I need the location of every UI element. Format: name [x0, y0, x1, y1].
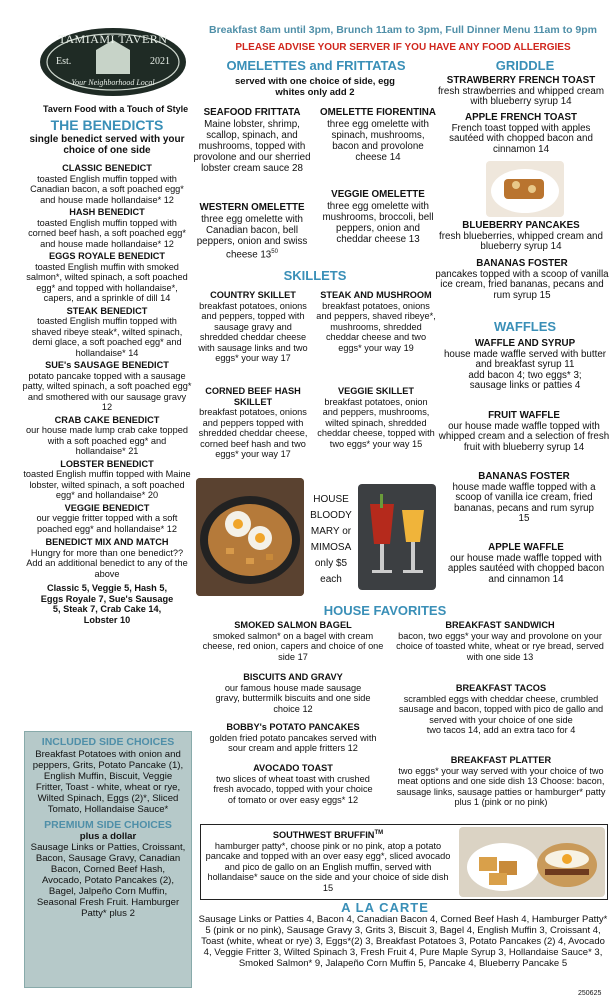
- skillet-item: VEGGIE SKILLET breakfast potatoes, onion and peppers, mushrooms, wilted spinach, shredded cheddar cheese, topped with two eggs* your way 15: [317, 386, 435, 449]
- logo-tagline: Your Neighborhood Local: [71, 78, 155, 87]
- logo: [38, 26, 188, 98]
- bruffin-desc: hamburger patty*, choose pink or no pink, atop a potato pancake and topped with an over easy egg*, sliced avocado and pico de gallo on an English muffin, served with hollandaise* sauce on the side and your choice of side dish 15: [205, 840, 451, 893]
- favorite-item: BREAKFAST TACOS scrambled eggs with cheddar cheese, crumbled sausage and bacon, topped with pico de gallo and served with your choice of one side two tacos 14, add an extra taco for 4: [398, 683, 604, 735]
- skillet-photo: [196, 478, 304, 596]
- favorite-item: SMOKED SALMON BAGEL smoked salmon* on a bagel with cream cheese, red onion, capers and choice of one side 17: [202, 620, 384, 662]
- favorite-item: BISCUITS AND GRAVY our famous house made sausage gravy, buttermilk biscuits and one side choice 12: [215, 672, 371, 714]
- griddle-item: BANANAS FOSTER pancakes topped with a scoop of vanilla ice cream, fried bananas, pecans and rum syrup 15: [435, 258, 609, 301]
- waffle-item: APPLE WAFFLE our house made waffle topped with apples sautéed with chopped bacon and cinnamon 14: [447, 542, 605, 585]
- skillet-item: CORNED BEEF HASH SKILLET breakfast potatoes, onions and peppers topped with shredded cheddar cheese, corned beef hash and two eggs* your way 17: [198, 386, 308, 459]
- southwest-bruffin-box: [200, 824, 608, 900]
- omelette-item: SEAFOOD FRITTATA Maine lobster, shrimp, scallop, spinach, and mushrooms, topped with provolone and our sherried lobster cream sauce 28: [193, 107, 311, 174]
- benedict-item: CLASSIC BENEDICT toasted English muffin topped with Canadian bacon, a soft poached egg* and house made hollandaise* 12: [30, 163, 184, 205]
- logo-est: Est.: [56, 56, 72, 67]
- french-toast-photo: [486, 161, 564, 217]
- omelette-item: VEGGIE OMELETTE three egg omelette with mushrooms, broccoli, bell peppers, onion and cheddar cheese 13: [322, 189, 434, 245]
- waffle-item: WAFFLE AND SYRUP house made waffle served with butter and breakfast syrup 11 add bacon 4; two eggs* 3; sausage links or patties 4: [443, 338, 607, 391]
- bruffin-photo: [459, 827, 605, 897]
- benedict-item: STEAK BENEDICT toasted English muffin topped with shaved ribeye steak*, wilted spinach, demi glace, a soft poached egg* and hollandaise* 14: [31, 305, 183, 358]
- omelettes-title: OMELETTES and FRITTATAS: [226, 58, 406, 73]
- skillet-item: STEAK AND MUSHROOM breakfast potatoes, onions and peppers, shaved ribeye*, mushrooms, shredded cheddar cheese and two eggs* your way 19: [316, 290, 436, 353]
- included-sides-title: INCLUDED SIDE CHOICES: [41, 736, 175, 748]
- omelette-item: WESTERN OMELETTE three egg omelette with Canadian bacon, bell peppers, onion and swiss cheese $13^{50}$: [196, 202, 308, 260]
- bruffin-text: [203, 828, 453, 893]
- bruffin-name: SOUTHWEST BRUFFIN: [272, 830, 375, 841]
- hours-banner: Breakfast 8am until 3pm, Brunch 11am to 3pm, Full Dinner Menu 11am to 9pm: [208, 24, 597, 36]
- favorite-item: BREAKFAST PLATTER two eggs* your way served with your choice of two meat options and one side dish 13 Choose: bacon, sausage links, sausage patties or hamburger* patty plus 1 (pink or no pink): [396, 755, 606, 807]
- side-choices-box: [24, 731, 192, 988]
- benedict-item: HASH BENEDICT toasted English muffin topped with corned beef hash, a soft poached egg* and house made hollandaise* 12: [28, 207, 186, 249]
- waffle-item: BANANAS FOSTER house made waffle topped with a scoop of vanilla ice cream, fried bananas, pecans and rum syrup 15: [452, 471, 596, 524]
- house-favorites-title: HOUSE FAVORITES: [323, 603, 447, 618]
- favorite-item: BOBBY's POTATO PANCAKES golden fried potato pancakes served with sour cream and apple fritters 12: [209, 722, 377, 753]
- benedict-item: BENEDICT MIX AND MATCH Hungry for more than one benedict?? Add an additional benedict to any of the above: [26, 537, 188, 579]
- skillets-title: SKILLETS: [283, 268, 347, 283]
- premium-sides-subtitle: plus a dollar: [79, 831, 137, 842]
- allergy-notice: PLEASE ADVISE YOUR SERVER IF YOU HAVE ANY FOOD ALLERGIES: [235, 42, 571, 53]
- bruffin-tm: TM: [374, 830, 384, 836]
- drink-special: HOUSE BLOODY MARY or MIMOSA only $5 each: [310, 494, 352, 585]
- waffle-item: FRUIT WAFFLE our house made waffle topped with whipped cream and a selection of fresh fruit with blueberry syrup 14: [438, 410, 610, 453]
- favorite-item: BREAKFAST SANDWICH bacon, two eggs* your way and provolone on your choice of toasted white, wheat or rye bread, served with one side 13: [396, 620, 604, 662]
- skillet-item: COUNTRY SKILLET breakfast potatoes, onions and peppers, topped with sausage gravy and shredded cheddar cheese with sausage links and two eggs* your way 17: [198, 290, 308, 363]
- benedict-list: [22, 163, 192, 625]
- included-sides-list: Breakfast Potatoes with onion and peppers, Grits, Potato Pancake (1), English Muffin, Biscuit, Veggie Fritter, Toast - white, wheat or rye, Wilted Spinach, Eggs (2)*, Sliced Tomato, Hollandaise Sauce*: [32, 749, 184, 815]
- premium-sides-list: Sausage Links or Patties, Croissant, Bacon, Sausage Gravy, Canadian Bacon, Corned Beef Hash, Avocado, Potato Pancakes (2), Bagel, Jalpeño Corn Muffin, Seasonal Fresh Fruit. Hamburger Patty* plus 2: [30, 842, 186, 919]
- omelettes-subtitle: served with one choice of side, egg whites only add 2: [235, 76, 395, 98]
- griddle-item: APPLE FRENCH TOAST French toast topped with apples sautéed with chopped bacon and cinnamon 14: [449, 112, 593, 155]
- a-la-carte-title: A LA CARTE: [341, 900, 429, 915]
- logo-name: TAMIAMI TAVERN: [58, 32, 168, 46]
- benedicts-title: THE BENEDICTS: [50, 117, 164, 133]
- benedict-item: EGGS ROYALE BENEDICT toasted English muffin with smoked salmon*, wilted spinach, a soft poached egg* and topped with hollandaise*, capers, and a sprinkle of dill 14: [26, 251, 188, 303]
- a-la-carte-list: Sausage Links or Patties 4, Bacon 4, Canadian Bacon 4, Corned Beef Hash 4, Hamburger Patty* 5 (pink or no pink), Sausage Gravy 3, Grits 3, Biscuit 3, Bagel 4, English Muffin 3, Croissant 4, Toast (white, wheat or rye) 3, Eggs*(2) 3, Breakfast Potatoes 3, Potato Pancakes (2) 4, Avocado 4, Veggie Fritter 3, Wilted Spinach 3, Fresh Fruit 4, Pure Maple Syrup 3, Hollandaise Sauce* 3, Smoked Salmon* 9, Jalapeño Corn Muffin 5, Pancake 4, Blueberry Pancake 5: [198, 914, 608, 969]
- favorite-item: AVOCADO TOAST two slices of wheat toast with crushed fresh avocado, topped with your choice of tomato or over easy eggs* 12: [213, 763, 373, 805]
- benedict-item: LOBSTER BENEDICT toasted English muffin topped with Maine lobster, wilted spinach, a soft poached egg* and hollandaise* 20: [23, 458, 191, 500]
- griddle-item: BLUEBERRY PANCAKES fresh blueberries, whipped cream and blueberry syrup 14: [439, 220, 603, 252]
- waffles-title: WAFFLES: [493, 319, 557, 334]
- benedict-mix-prices: Classic 5, Veggie 5, Hash 5, Eggs Royale 7, Sue's Sausage 5, Steak 7, Crab Cake 14, Lobster 10: [40, 583, 174, 625]
- omelette-item: OMELETTE FIORENTINA three egg omelette with spinach, mushrooms, bacon and provolone cheese 14: [320, 107, 436, 163]
- benedicts-subtitle: single benedict served with your choice of one side: [29, 134, 185, 156]
- griddle-item: STRAWBERRY FRENCH TOAST fresh strawberries and whipped cream with blueberry syrup 14: [437, 75, 605, 107]
- griddle-title: GRIDDLE: [495, 58, 555, 73]
- drinks-photo: [358, 484, 436, 590]
- benedict-item: VEGGIE BENEDICT our veggie fritter topped with a soft poached egg* and hollandaise* 12: [36, 502, 178, 534]
- slogan: Tavern Food with a Touch of Style: [43, 104, 189, 114]
- benedict-item: CRAB CAKE BENEDICT our house made lump crab cake topped with a soft poached egg* and hollandaise* 21: [26, 414, 188, 456]
- premium-sides-title: PREMIUM SIDE CHOICES: [44, 819, 172, 831]
- logo-year: 2021: [150, 56, 170, 67]
- benedict-item: SUE's SAUSAGE BENEDICT potato pancake topped with a sausage patty, wilted spinach, a soft poached egg* and smothered with our sausage gravy 12: [22, 360, 192, 412]
- footer-code: 250625: [578, 990, 602, 997]
